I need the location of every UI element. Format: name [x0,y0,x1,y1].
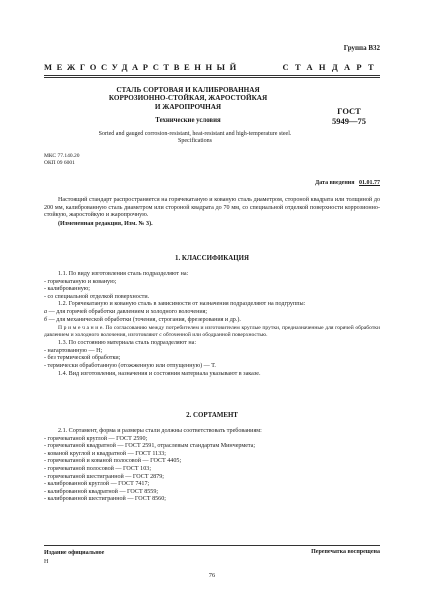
note-label: П р и м е ч а н и е. [58,325,104,332]
official-edition [44,549,104,567]
header-rule-top [44,75,380,76]
english-title-line: Sorted and gauged corrosion-resistant, heat-resistant and high-temperature steel. [98,131,292,137]
list-item: - горячекатаной шестигранной — ГОСТ 2879; [44,473,164,480]
subgroup-a-text: — для горячей обработки давлением и холодного волочения; [47,308,208,315]
paragraph-1-1: 1.1. По виду изготовления сталь подразделяют на: [58,271,189,277]
subgroup-b-text: — для механической обработки (точения, строгания, фрезерования и др.). [47,316,241,323]
reprint-notice: Перепечатка воспрещена [311,549,380,555]
scope-paragraph: Настоящий стандарт распространяется на горячекатаную и кованую сталь диаметром, стороной квадрата или толщиной до 200 мм, калиброванную сталь диаметром или стороной квадрата до 70 мм, со специальной отделкой поверхности коррозионно-стойкую, жаростойкую и жаропрочную. [44,197,380,219]
list-item: - термически обработанную (отожженную или отпущенную) — Т. [44,362,216,369]
english-title-line: Specifications [178,138,212,145]
list-item: - без термической обработки; [44,355,121,362]
list-item: - горячекатаной квадратной — ГОСТ 2591, отраслевым стандартам Минчермета; [44,443,256,450]
subgroup-b-letter: б [44,316,48,323]
list-item: - горячекатаной круглой — ГОСТ 2590; [44,435,148,442]
introduction-date-label: Дата введения [315,180,355,186]
subgroup-a-letter: а [44,308,48,315]
english-title [60,131,330,146]
section-heading: 2. СОРТАМЕНТ [186,412,238,419]
paragraph-1-2: 1.2. Горячекатаную и кованую сталь в зависимости от назначения подразделяют на подгруппы: [58,301,306,308]
section-heading: 1. КЛАССИФИКАЦИЯ [175,255,249,262]
page-number: 76 [208,572,216,579]
list-item: - горячекатаную и кованую; [44,278,117,285]
standard-banner [44,62,380,72]
header-rule-bottom [44,77,380,78]
introduction-date [315,180,380,186]
gost-number: 5949—75 [332,116,366,126]
list-item: - горячекатаной и кованой полосовой — ГОСТ 4405; [44,458,182,465]
intro-section [44,197,380,228]
title-line: СТАЛЬ СОРТОВАЯ И КАЛИБРОВАННАЯ [116,86,260,94]
list-item: - калиброванной круглой — ГОСТ 7417; [44,481,150,488]
list-item: - калиброванной шестигранной — ГОСТ 8560; [44,496,166,503]
list-item: - со специальной отделкой поверхности. [44,293,150,300]
list-item: - калиброванную; [44,286,90,293]
paragraph-1-4: 1.4. Вид изготовления, назначения и состояния материала указывают в заказе. [58,370,261,377]
subgroup-b [44,317,380,325]
note-paragraph [44,325,380,339]
standard-label: СТАНДАРТ [282,62,380,72]
paragraph-1-3: 1.3. По состоянию материала сталь подразделяют на: [58,340,197,347]
title-line: И ЖАРОПРОЧНАЯ [154,102,222,111]
edition-letter: Н [44,559,49,565]
classifier-codes [44,153,79,167]
gost-label: ГОСТ [337,106,361,116]
list-item: - калиброванной квадратной — ГОСТ 8559; [44,488,159,495]
classification-group: Группа В32 [343,44,380,52]
list-item: - нагартованную — Н; [44,347,103,354]
standard-type-label: МЕЖГОСУДАРСТВЕННЫЙ [44,62,241,72]
document-title [78,86,298,111]
paragraph-2-1: 2.1. Сортамент, форма и размеры стали должны соответствовать требованиям: [58,428,262,434]
revision-note: (Измененная редакция, Изм. № 3). [58,220,153,227]
mks-code: МКС 77.140.20 [44,153,80,159]
okp-code: ОКП 09 6001 [44,159,75,166]
list-item: - горячекатаной полосовой — ГОСТ 103; [44,465,152,472]
document-subtitle: Технические условия [155,117,221,124]
introduction-date-value: 01.01.77 [359,180,380,186]
footer-rule [44,545,380,546]
note-text: По согласованию между потребителем и изготовителем круглые прутки, предназначенные для горячей обработки давлением и холодного волочения, изготовляют с обточенной или ободранной поверхностью. [44,325,380,339]
official-edition-label: Издание официальное [44,550,105,556]
title-line: КОРРОЗИОННО-СТОЙКАЯ, ЖАРОСТОЙКАЯ [108,94,268,103]
subgroup-a [44,309,380,317]
assortment-section [44,428,380,504]
classification-section [44,271,380,378]
list-item: - кованой круглой и квадратной — ГОСТ 1133; [44,450,167,457]
gost-designation [318,106,380,126]
